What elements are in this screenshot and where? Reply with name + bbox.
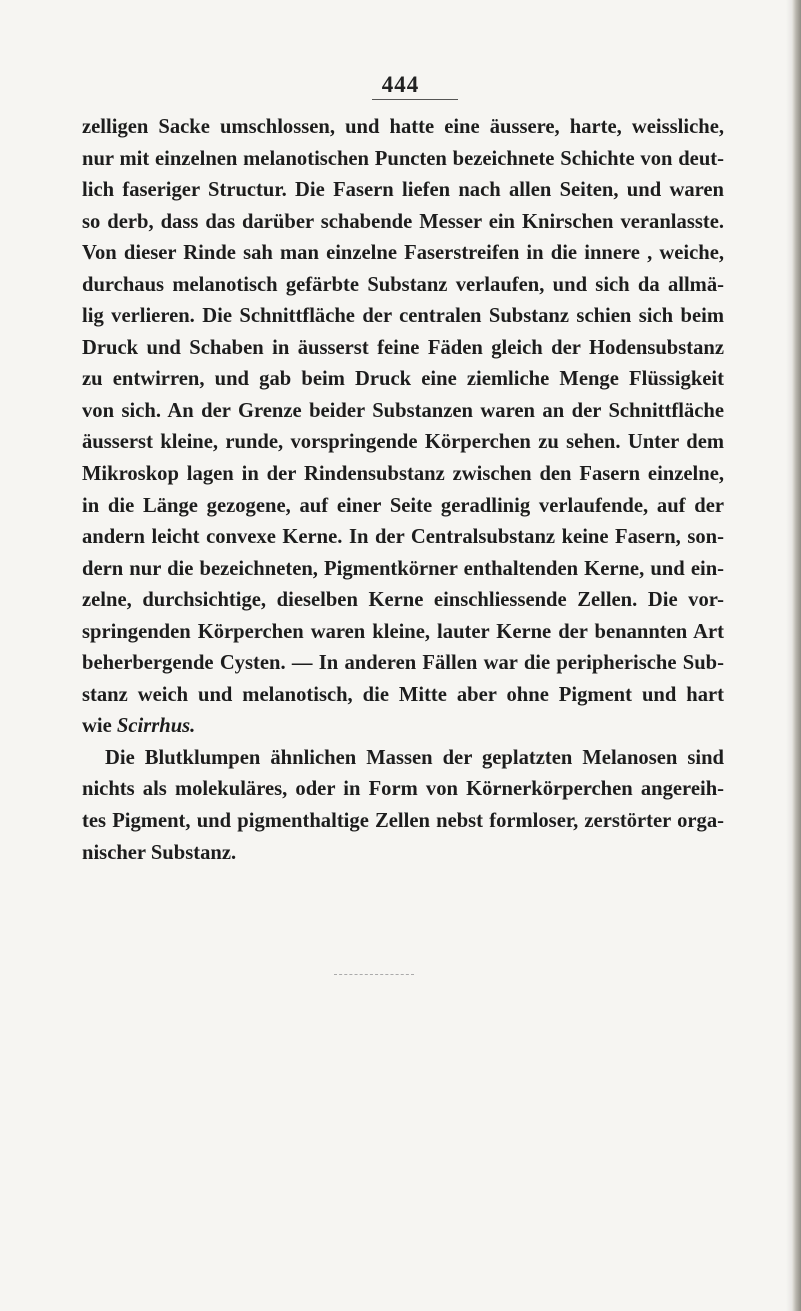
text-line: nichts als molekuläres, oder in Form von Körnerkörperchen angereih- <box>82 778 724 801</box>
text-line: springenden Körperchen waren kleine, lauter Kerne der benannten Art <box>82 620 724 643</box>
paragraph-2 <box>82 743 724 869</box>
text-line: zu entwirren, und gab beim Druck eine ziemliche Menge Flüssigkeit <box>82 368 724 391</box>
section-divider <box>334 974 414 975</box>
text-line: zelne, durchsichtige, dieselben Kerne einschliessende Zellen. Die vor- <box>82 589 724 612</box>
text-line: lig verlieren. Die Schnittfläche der centralen Substanz schien sich beim <box>82 305 724 328</box>
text-segment: wie <box>82 715 117 738</box>
text-line: in die Länge gezogene, auf einer Seite geradlinig verlaufende, auf der <box>82 494 724 517</box>
text-line: durchaus melanotisch gefärbte Substanz verlaufen, und sich da allmä- <box>82 273 724 296</box>
body-text <box>82 112 724 869</box>
text-line: andern leicht convexe Kerne. In der Centralsubstanz keine Fasern, son- <box>82 526 724 549</box>
text-line: nischer Substanz. <box>82 841 237 864</box>
text-line: dern nur die bezeichneten, Pigmentkörner enthaltenden Kerne, und ein- <box>82 557 724 580</box>
text-line: nur mit einzelnen melanotischen Puncten bezeichnete Schichte von deut- <box>82 147 724 170</box>
page-edge <box>792 0 801 1311</box>
text-line: beherbergende Cysten. — In anderen Fällen war die peripherische Sub- <box>82 652 724 675</box>
text-line: zelligen Sacke umschlossen, und hatte eine äussere, harte, weissliche, <box>82 116 724 138</box>
text-line: äusserst kleine, runde, vorspringende Körperchen zu sehen. Unter dem <box>82 431 724 454</box>
text-line-final <box>82 711 724 743</box>
text-line: Von dieser Rinde sah man einzelne Faserstreifen in die innere , weiche, <box>82 242 724 265</box>
paragraph-1 <box>82 112 724 743</box>
text-line: stanz weich und melanotisch, die Mitte aber ohne Pigment und hart <box>82 683 724 706</box>
page-number: 444 <box>381 72 420 97</box>
italic-term: Scirrhus. <box>116 715 196 738</box>
text-line: lich faseriger Structur. Die Fasern liefen nach allen Seiten, und waren <box>82 179 724 202</box>
text-line: Druck und Schaben in äusserst feine Fäden gleich der Hodensubstanz <box>82 336 724 359</box>
text-line: tes Pigment, und pigmenthaltige Zellen nebst formloser, zerstörter orga- <box>82 810 724 833</box>
text-line: Die Blutklumpen ähnlichen Massen der geplatzten Melanosen sind <box>105 746 724 769</box>
text-line: Mikroskop lagen in der Rindensubstanz zwischen den Fasern einzelne, <box>82 463 724 486</box>
text-line: so derb, dass das darüber schabende Messer ein Knirschen veranlasste. <box>82 210 724 233</box>
text-line: von sich. An der Grenze beider Substanzen waren an der Schnittfläche <box>82 399 724 422</box>
page-number-underline <box>372 99 458 100</box>
